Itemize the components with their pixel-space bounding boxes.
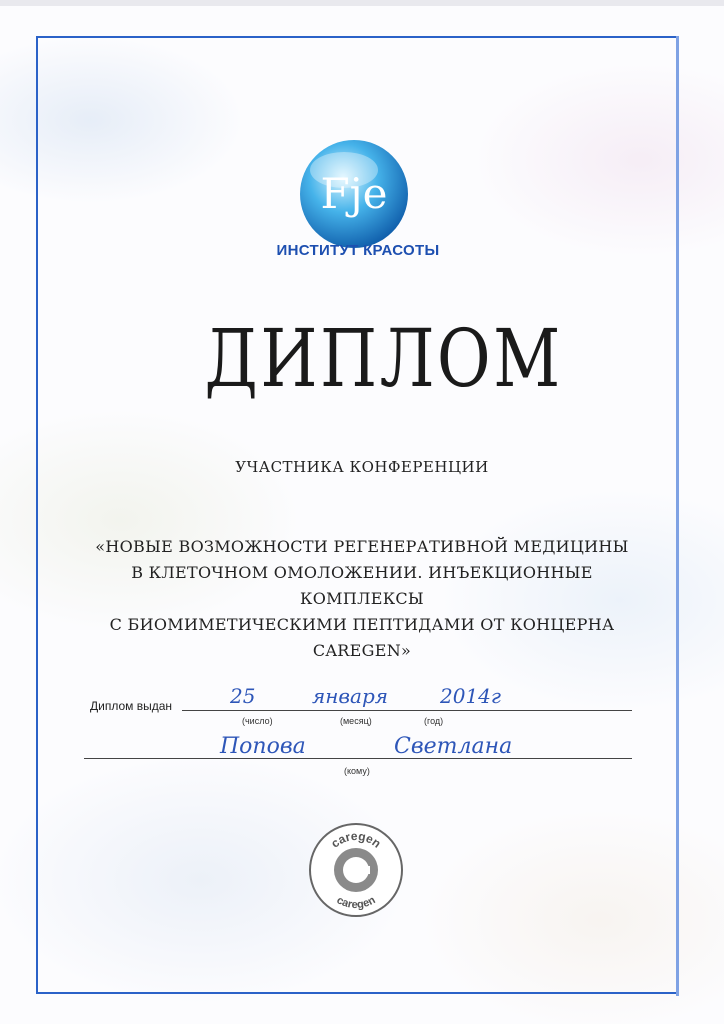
conference-topic (90, 534, 634, 664)
frame-shadow (676, 36, 679, 996)
topic-line: С БИОМИМЕТИЧЕСКИМИ ПЕПТИДАМИ ОТ КОНЦЕРНА CAREGEN» (109, 615, 615, 660)
recipient-line (84, 758, 632, 759)
caption-to: (кому) (344, 766, 370, 776)
institute-name: ИНСТИТУТ КРАСОТЫ (276, 242, 440, 259)
scan-edge (0, 0, 724, 6)
fje-logo-text: Fje (320, 169, 388, 218)
caption-year: (год) (424, 716, 444, 726)
caregen-logo-icon (308, 822, 404, 918)
fje-logo-icon (296, 136, 412, 252)
issued-label: Диплом выдан (90, 699, 173, 713)
diploma-subtitle: УЧАСТНИКА КОНФЕРЕНЦИИ (235, 458, 489, 476)
date-line (182, 710, 632, 711)
handwritten-surname: Попова (220, 734, 306, 759)
svg-text:caregen: caregen (334, 894, 378, 912)
handwritten-year: 2014г (440, 684, 502, 708)
caption-day: (число) (242, 716, 273, 726)
handwritten-firstname: Светлана (394, 734, 513, 759)
topic-line: «НОВЫЕ ВОЗМОЖНОСТИ РЕГЕНЕРАТИВНОЙ МЕДИЦИНЫ (95, 537, 629, 556)
diploma-title: ДИПЛОМ (204, 312, 563, 405)
caption-month: (месяц) (340, 716, 372, 726)
handwritten-month: января (312, 684, 389, 708)
handwritten-day: 25 (230, 684, 256, 708)
caregen-logo-text: caregen (328, 828, 384, 851)
topic-line: В КЛЕТОЧНОМ ОМОЛОЖЕНИИ. ИНЪЕКЦИОННЫЕ КОМПЛЕКСЫ (131, 563, 593, 608)
